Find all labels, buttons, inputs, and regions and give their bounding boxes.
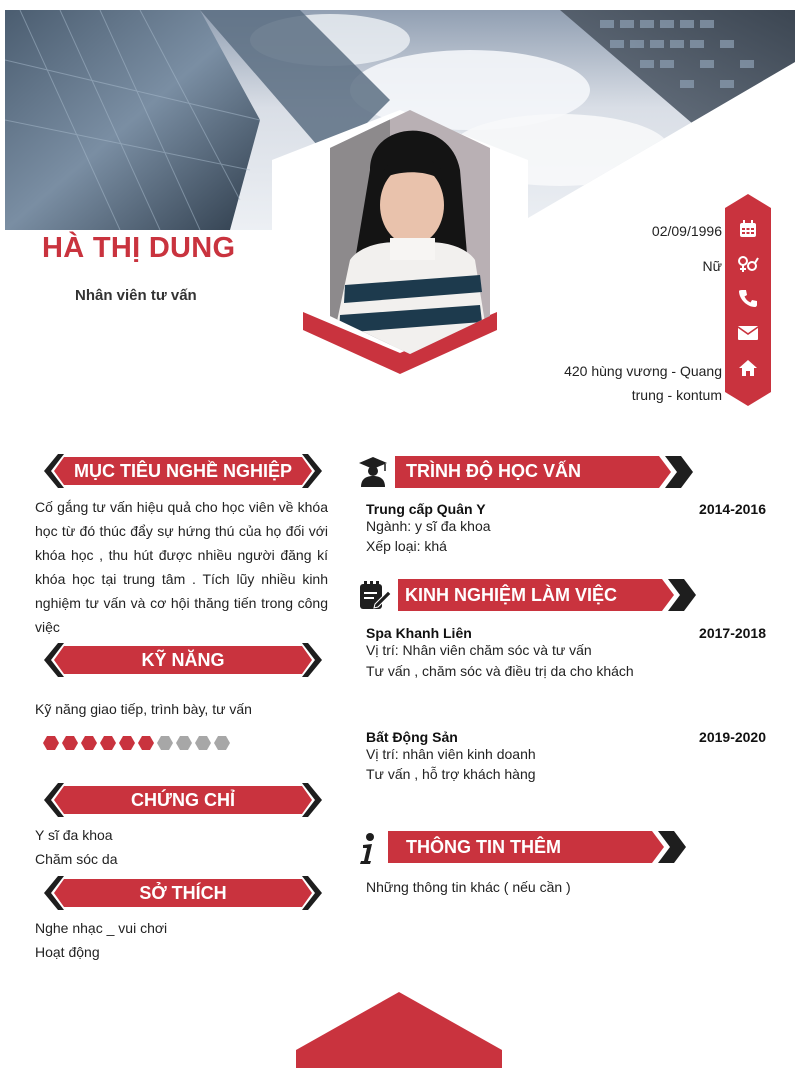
notepad-pen-icon bbox=[358, 579, 392, 616]
calendar-icon bbox=[725, 214, 771, 244]
address-line-1: 420 hùng vương - Quang bbox=[564, 363, 722, 379]
profile-photo bbox=[330, 110, 490, 354]
skill-dot-empty bbox=[195, 736, 211, 750]
certificate-item: Y sĩ đa khoa bbox=[35, 827, 113, 843]
phone-icon bbox=[725, 283, 771, 313]
skills-title: KỸ NĂNG bbox=[141, 650, 225, 670]
skill-dot-filled bbox=[138, 736, 154, 750]
objective-text: Cố gắng tư vấn hiệu quả cho học viên về khóa học từ đó thúc đẩy sự hứng thú của họ đối với khóa học , thu hút được nhiều người đăng kí khóa học tại trung tâm . Tích lũy nhiều kinh nghiệm tư vấn và cơ hội thăng tiến trong công việc bbox=[35, 499, 328, 635]
education-line: Ngành: y sĩ đa khoa bbox=[366, 518, 491, 534]
address-text bbox=[564, 359, 722, 407]
skill-dot-filled bbox=[43, 736, 59, 750]
objective-title: MỤC TIÊU NGHỀ NGHIỆP bbox=[73, 461, 292, 481]
experience-title: KINH NGHIỆM LÀM VIỆC bbox=[405, 585, 618, 605]
skill-dot-filled bbox=[81, 736, 97, 750]
footer-decoration bbox=[296, 992, 502, 1068]
skill-dot-empty bbox=[157, 736, 173, 750]
extra-text: Những thông tin khác ( nếu cần ) bbox=[366, 879, 571, 895]
certificate-item: Chăm sóc da bbox=[35, 851, 118, 867]
experience-line: Vị trí: nhân viên kinh doanh bbox=[366, 746, 536, 762]
education-school: Trung cấp Quân Y bbox=[366, 501, 486, 517]
info-icon bbox=[358, 832, 378, 871]
experience-line: Tư vấn , hỗ trợ khách hàng bbox=[366, 766, 536, 782]
experience-years: 2019-2020 bbox=[699, 729, 766, 745]
hobby-item: Hoạt động bbox=[35, 944, 100, 960]
skill-dot-filled bbox=[119, 736, 135, 750]
education-line: Xếp loại: khá bbox=[366, 538, 447, 554]
candidate-role: Nhân viên tư vấn bbox=[75, 287, 197, 304]
experience-line: Tư vấn , chăm sóc và điều trị da cho khách bbox=[366, 663, 634, 679]
address-line-2: trung - kontum bbox=[631, 387, 722, 403]
hobby-item: Nghe nhạc _ vui chơi bbox=[35, 920, 168, 936]
email-icon bbox=[725, 318, 771, 348]
hobbies-title: SỞ THÍCH bbox=[139, 883, 227, 903]
extra-title: THÔNG TIN THÊM bbox=[406, 837, 561, 857]
experience-line: Vị trí: Nhân viên chăm sóc và tư vấn bbox=[366, 642, 592, 658]
skill-dot-filled bbox=[62, 736, 78, 750]
education-years: 2014-2016 bbox=[699, 501, 766, 517]
candidate-name: HÀ THỊ DUNG bbox=[42, 232, 236, 264]
experience-company: Spa Khanh Liên bbox=[366, 625, 472, 641]
birthday-text: 02/09/1996 bbox=[651, 223, 722, 239]
skill-dot-empty bbox=[214, 736, 230, 750]
skill-label: Kỹ năng giao tiếp, trình bày, tư vấn bbox=[35, 701, 252, 717]
skill-dot-empty bbox=[176, 736, 192, 750]
gender-icon bbox=[725, 249, 771, 279]
gender-text: Nữ bbox=[702, 258, 722, 274]
graduate-icon bbox=[358, 455, 388, 492]
skill-dot-filled bbox=[100, 736, 116, 750]
skill-rating bbox=[43, 736, 230, 750]
experience-company: Bất Động Sản bbox=[366, 729, 458, 745]
certificates-title: CHỨNG CHỈ bbox=[131, 790, 235, 810]
experience-years: 2017-2018 bbox=[699, 625, 766, 641]
home-icon bbox=[725, 353, 771, 383]
education-title: TRÌNH ĐỘ HỌC VẤN bbox=[406, 461, 581, 481]
